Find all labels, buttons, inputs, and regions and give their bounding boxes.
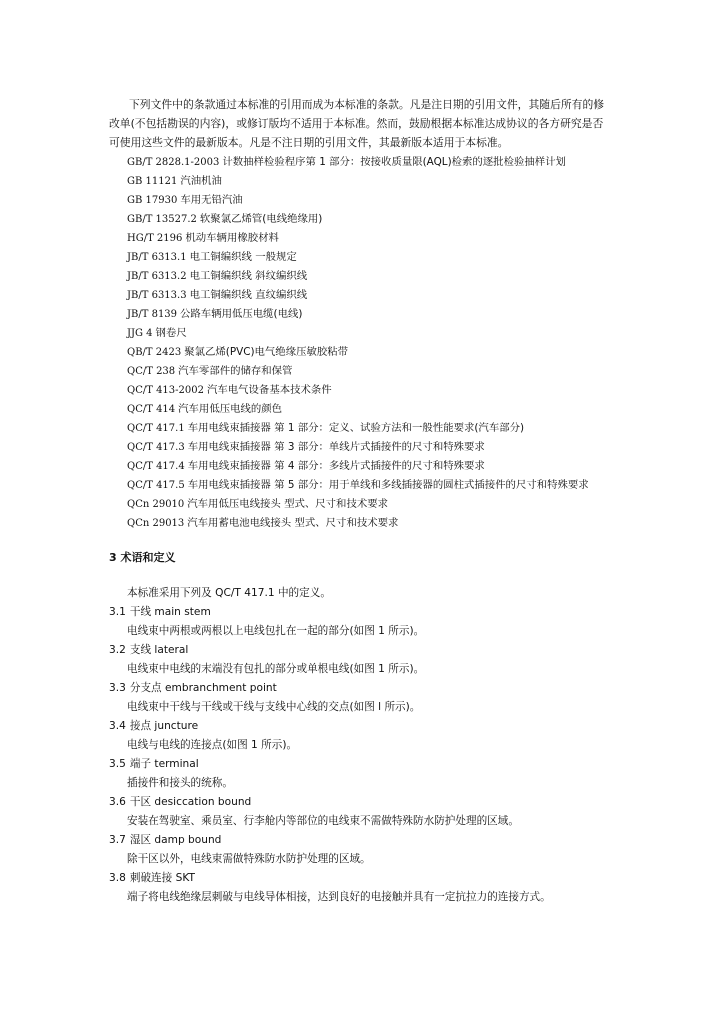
term-number: 3.7 [109,834,126,846]
reference-title: 汽车电气设备基本技术条件 [206,384,332,396]
definitions-intro: 本标准采用下列及 QC/T 417.1 中的定义。 [127,587,331,599]
reference-item [127,438,589,457]
term-name: 湿区 damp bound [129,834,222,846]
intro-paragraph [109,95,614,152]
reference-title: 计数抽样检验程序第 1 部分：按接收质量限(AQL)检索的逐批检验抽样计划 [222,156,566,168]
term-heading [109,755,629,774]
reference-item [127,229,589,248]
reference-title: 汽车用低压电线接头 型式、尺寸和技术要求 [187,498,389,510]
reference-code: JB/T 6313.2 [127,271,187,282]
reference-code: HG/T 2196 [127,233,183,244]
term-definition: 电线束中干线与干线或干线与支线中心线的交点(如图 l 所示)。 [127,701,421,713]
reference-code: GB/T 2828.1-2003 [127,157,220,168]
reference-title: 电工铜编织线 斜纹编织线 [189,270,308,282]
reference-code: QC/T 417.4 [127,461,185,472]
term-definition: 电线束中两根或两根以上电线包扎在一起的部分(如图 1 所示)。 [127,625,425,637]
reference-code: JB/T 8139 [127,309,178,320]
term-definition: 除干区以外，电线束需做特殊防水防护处理的区域。 [127,853,371,865]
reference-item [127,419,589,438]
term-number: 3.1 [109,606,126,618]
reference-item [127,191,589,210]
term-number: 3.3 [109,682,126,694]
reference-item [127,476,589,495]
reference-code: QC/T 417.3 [127,442,185,453]
reference-title: 机动车辆用橡胶材料 [185,232,279,244]
terms-list [109,603,629,907]
term-heading [109,641,629,660]
term-heading [109,869,629,888]
reference-title: 汽车用蓄电池电线接头 型式、尺寸和技术要求 [187,517,399,529]
reference-item [127,514,589,533]
reference-item [127,153,589,172]
reference-code: JJG 4 [127,328,153,339]
reference-code: JB/T 6313.1 [127,252,187,263]
reference-code: JB/T 6313.3 [127,290,187,301]
definitions-block [109,584,629,907]
reference-item [127,248,589,267]
term-definition: 电线与电线的连接点(如图 1 所示)。 [127,739,298,751]
reference-code: QC/T 413-2002 [127,385,204,396]
reference-item [127,210,589,229]
reference-item [127,286,589,305]
term-heading [109,603,629,622]
reference-title: 车用电线束插接器 第 4 部分：多线片式插接件的尺寸和特殊要求 [187,460,485,472]
reference-item [127,457,589,476]
term-name: 干区 desiccation bound [129,796,252,808]
reference-title: 软聚氯乙烯管(电线绝缘用) [199,213,323,225]
term-name: 端子 terminal [129,758,199,770]
term-number: 3.8 [109,872,126,884]
reference-item [127,381,589,400]
term-heading [109,831,629,850]
reference-title: 电工铜编织线 直纹编织线 [189,289,308,301]
reference-code: GB 11121 [127,176,178,187]
reference-code: QCn 29010 [127,499,185,510]
reference-code: GB/T 13527.2 [127,214,197,225]
term-heading [109,793,629,812]
reference-item [127,324,589,343]
term-name: 干线 main stem [129,606,211,618]
intro-text: 下列文件中的条款通过本标准的引用而成为本标准的条款。凡是注日期的引用文件，其随后所有的修改单(不包括勘误的内容)，或修订版均不适用于本标准。然而，鼓励根据本标准达成协议的各方研究是否可使用这些文件的最新版本。凡是不注日期的引用文件，其最新版本适用于本标准。 [109,98,605,149]
reference-title: 车用电线束插接器 第 1 部分：定义、试验方法和一般性能要求(汽车部分) [187,422,525,434]
reference-title: 汽车零部件的储存和保管 [178,365,293,377]
reference-item [127,400,589,419]
reference-item [127,172,589,191]
term-number: 3.2 [109,644,126,656]
reference-code: QCn 29013 [127,518,185,529]
reference-title: 车用电线束插接器 第 3 部分：单线片式插接件的尺寸和特殊要求 [187,441,485,453]
reference-title: 聚氯乙烯(PVC)电气绝缘压敏胶粘带 [184,346,349,358]
term-name: 接点 juncture [129,720,199,732]
term-definition: 插接件和接头的统称。 [127,777,233,789]
reference-title: 汽车用低压电线的颜色 [178,403,283,415]
reference-title: 车用电线束插接器 第 5 部分：用于单线和多线插接器的圆柱式插接件的尺寸和特殊要求 [187,479,589,491]
reference-title: 公路车辆用低压电缆(电线) [180,308,303,320]
reference-item [127,362,589,381]
reference-title: 汽油机油 [180,175,222,187]
reference-code: QC/T 417.1 [127,423,185,434]
reference-title: 钢卷尺 [155,327,187,339]
reference-code: QC/T 238 [127,366,176,377]
reference-code: QB/T 2423 [127,347,182,358]
term-definition: 端子将电线绝缘层刺破与电线导体相接，达到良好的电接触并具有一定抗拉力的连接方式。 [127,891,551,903]
reference-item [127,267,589,286]
term-definition: 电线束中电线的末端没有包扎的部分或单根电线(如图 1 所示)。 [127,663,425,675]
term-definition: 安装在驾驶室、乘员室、行李舱内等部位的电线束不需做特殊防水防护处理的区域。 [127,815,519,827]
reference-code: QC/T 417.5 [127,480,185,491]
reference-code: QC/T 414 [127,404,176,415]
reference-code: GB 17930 [127,195,178,206]
term-number: 3.5 [109,758,126,770]
reference-item [127,343,589,362]
term-heading [109,717,629,736]
term-name: 支线 lateral [129,644,189,656]
reference-title: 电工铜编织线 一般规定 [189,251,297,263]
term-name: 分支点 embranchment point [129,682,277,694]
reference-item [127,495,589,514]
term-number: 3.6 [109,796,126,808]
term-number: 3.4 [109,720,126,732]
reference-item [127,305,589,324]
section-3-title: 3 术语和定义 [109,551,176,564]
normative-references-list [127,153,589,533]
reference-title: 车用无铅汽油 [180,194,243,206]
term-heading [109,679,629,698]
term-name: 刺破连接 SKT [129,872,195,884]
